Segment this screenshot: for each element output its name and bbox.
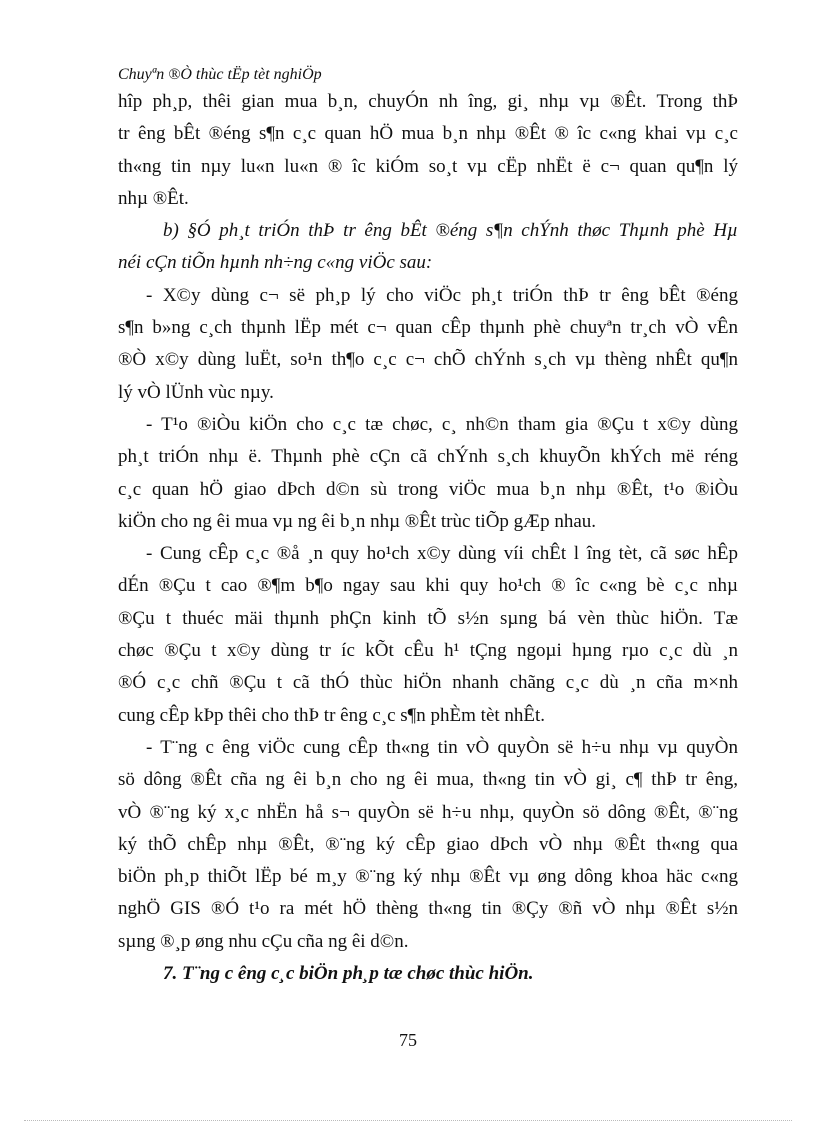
body-line: nghÖ GIS ®Ó t¹o ra mét hÖ thèng th«ng tin ®Çy ®ñ vÒ nhµ ®Êt s½n (118, 898, 738, 920)
document-body (118, 86, 738, 990)
body-line: tr êng bÊt ®éng s¶n c¸c quan hÖ mua b¸n nhµ ®Êt ® îc c«ng khai vµ c¸c (118, 123, 738, 145)
body-line: cung cÊp kÞp thêi cho thÞ tr êng c¸c s¶n phÈm tèt nhÊt. (118, 704, 546, 726)
body-line: c¸c quan hÖ giao dÞch d©n sù trong viÖc mua b¸n nhµ ®Êt, t¹o ®iÒu (118, 478, 738, 500)
body-line: biÖn ph¸p thiÕt lËp bé m¸y ®¨ng ký nhµ ®Êt vµ øng dông khoa häc c«ng (118, 866, 738, 888)
body-line: sö dông ®Êt cña ng êi b¸n cho ng êi mua, th«ng tin vÒ gi¸ c¶ thÞ tr êng, (118, 769, 738, 791)
body-line: vÒ ®¨ng ký x¸c nhËn hå s¬ quyÒn së h÷u nhµ, quyÒn sö dông ®Êt, ®¨ng (118, 801, 738, 823)
body-line: sµng ®¸p øng nhu cÇu cña ng êi d©n. (118, 930, 409, 952)
section-heading-b-cont: néi cÇn tiÕn hµnh nh÷ng c«ng viÖc sau: (118, 252, 433, 274)
bullet-line: - T¹o ®iÒu kiÖn cho c¸c tæ chøc, c¸ nh©n tham gia ®Çu t x©y dùng (146, 413, 738, 435)
body-line: chøc ®Çu t x©y dùng tr íc kÕt cÊu h¹ tÇng ngoµi hµng rµo c¸c dù ¸n (118, 640, 738, 662)
body-line: hîp ph¸p, thêi gian mua b¸n, chuyÓn nh îng, gi¸ nhµ vµ ®Êt. Trong thÞ (118, 91, 738, 112)
body-line: kiÖn cho ng êi mua vµ ng êi b¸n nhµ ®Êt trùc tiÕp gÆp nhau. (118, 510, 597, 532)
section-heading-7: 7. T¨ng c êng c¸c biÖn ph¸p tæ chøc thùc hiÖn. (163, 963, 534, 985)
page-number: 75 (399, 1030, 417, 1050)
body-line: ®Ó c¸c chñ ®Çu t cã thÓ thùc hiÖn nhanh chãng c¸c dù ¸n cña m×nh (118, 672, 738, 694)
section-heading-b: b) §Ó ph¸t triÓn thÞ tr êng bÊt ®éng s¶n chÝnh thøc Thµnh phè Hµ (163, 220, 738, 242)
bullet-line: - X©y dùng c¬ së ph¸p lý cho viÖc ph¸t triÓn thÞ tr êng bÊt ®éng (146, 284, 738, 306)
body-line: ký thÕ chÊp nhµ ®Êt, ®¨ng ký cÊp giao dÞch vÒ nhµ ®Êt th«ng qua (118, 833, 738, 855)
body-line: ®Ò x©y dùng luËt, so¹n th¶o c¸c c¬ chÕ chÝnh s¸ch vµ thèng nhÊt qu¶n (118, 349, 738, 371)
body-line: th«ng tin nµy lu«n lu«n ® îc kiÓm so¸t vµ cËp nhËt ë c¬ quan qu¶n lý (118, 155, 738, 177)
page-bottom-divider (24, 1120, 792, 1121)
body-line: nhµ ®Êt. (118, 187, 189, 209)
body-line: ph¸t triÓn nhµ ë. Thµnh phè cÇn cã chÝnh s¸ch khuyÕn khÝch më réng (118, 446, 738, 468)
body-line: lý vÒ lÜnh vùc nµy. (118, 381, 274, 403)
body-line: ®Çu t thuéc mäi thµnh phÇn kinh tÕ s½n sµng bá vèn thùc hiÖn. Tæ (118, 607, 738, 629)
running-header: Chuyªn ®Ò thùc tËp tèt nghiÖp (118, 66, 322, 83)
bullet-line: - Cung cÊp c¸c ®å ¸n quy ho¹ch x©y dùng víi chÊt l îng tèt, cã søc hÊp (146, 543, 738, 565)
body-line: dÉn ®Çu t cao ®¶m b¶o ngay sau khi quy ho¹ch ® îc c«ng bè c¸c nhµ (118, 575, 738, 597)
bullet-line: - T¨ng c êng viÖc cung cÊp th«ng tin vÒ quyÒn së h÷u nhµ vµ quyÒn (146, 736, 738, 758)
body-line: s¶n b»ng c¸ch thµnh lËp mét c¬ quan cÊp thµnh phè chuyªn tr¸ch vÒ vÊn (118, 317, 738, 339)
